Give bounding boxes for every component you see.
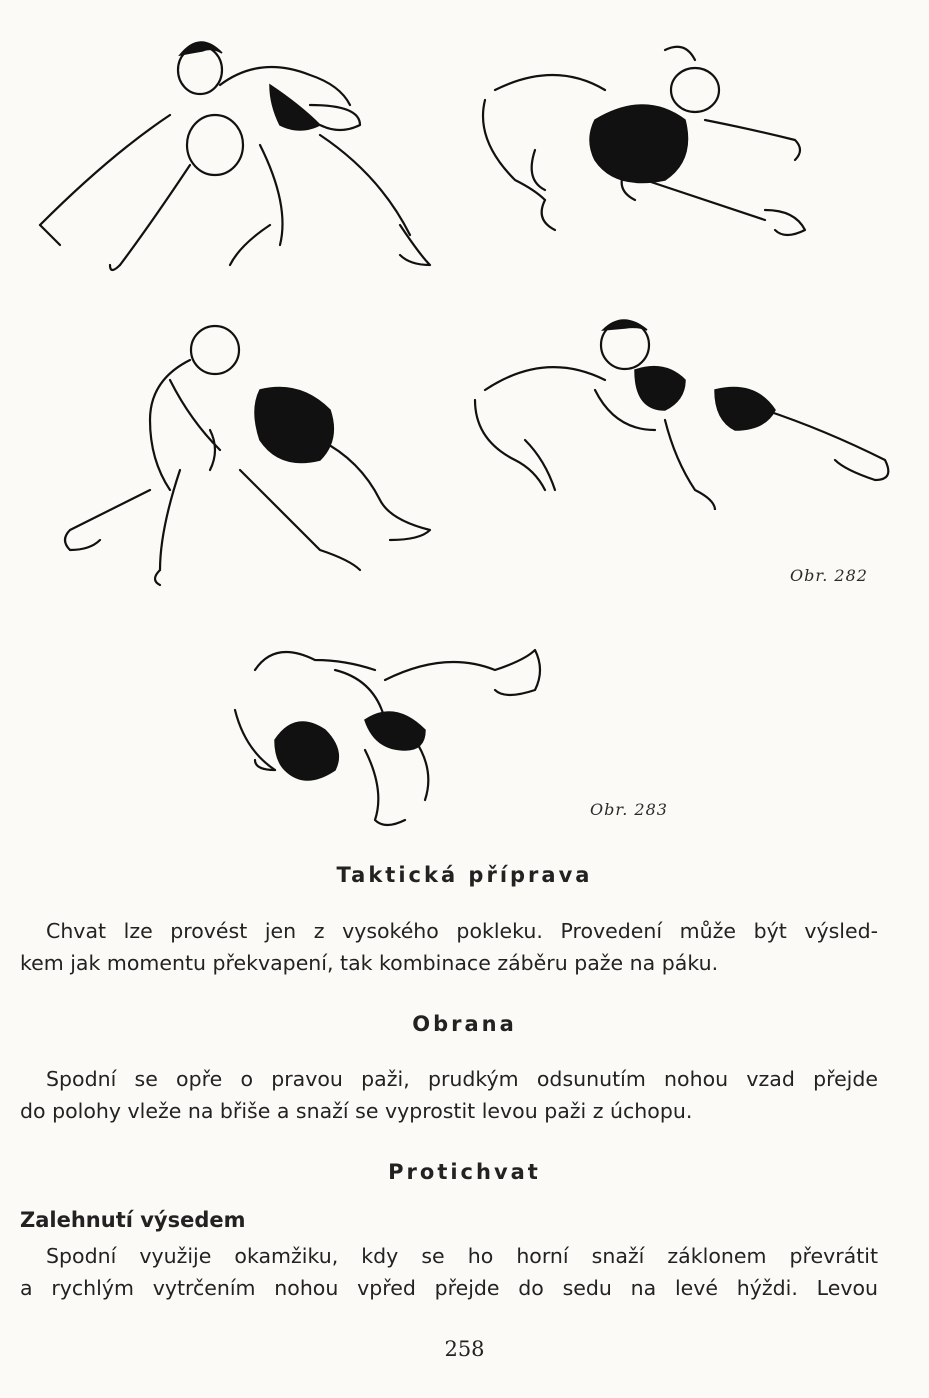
paragraph-counter-hold [20, 1240, 878, 1304]
wrestling-illustration-4 [465, 310, 905, 510]
section-heading-tactical-preparation: Taktická příprava [336, 863, 593, 887]
subheading-zalehnuti-vysedem: Zalehnutí výsedem [20, 1208, 246, 1232]
section-heading-defense: Obrana [412, 1012, 517, 1036]
text-line: a rychlým vytrčením nohou vpřed přejde do sedu na levé hýždi. Levou [20, 1276, 878, 1300]
wrestling-illustration-2 [465, 30, 825, 255]
text-line: do polohy vleže na břiše a snaží se vyprostit levou paži z úchopu. [20, 1099, 693, 1123]
text-line: kem jak momentu překvapení, tak kombinace záběru paže na páku. [20, 951, 719, 975]
section-heading-counter-hold: Protichvat [388, 1160, 541, 1184]
text-line: Spodní se opře o pravou paži, prudkým odsunutím nohou vzad přejde [46, 1067, 878, 1091]
page-number: 258 [444, 1337, 485, 1361]
wrestling-illustration-1 [20, 25, 440, 280]
wrestling-illustration-5 [215, 630, 555, 830]
text-line: Spodní využije okamžiku, kdy se ho horní snaží záklonem převrátit [46, 1244, 878, 1268]
paragraph-defense [20, 1063, 878, 1127]
text-line: Chvat lze provést jen z vysokého pokleku. Provedení může být výsled- [46, 919, 878, 943]
figure-caption-283: Obr. 283 [590, 800, 668, 819]
figure-caption-282: Obr. 282 [790, 566, 868, 585]
paragraph-tactical-preparation [20, 915, 878, 979]
wrestling-illustration-3 [40, 320, 440, 595]
